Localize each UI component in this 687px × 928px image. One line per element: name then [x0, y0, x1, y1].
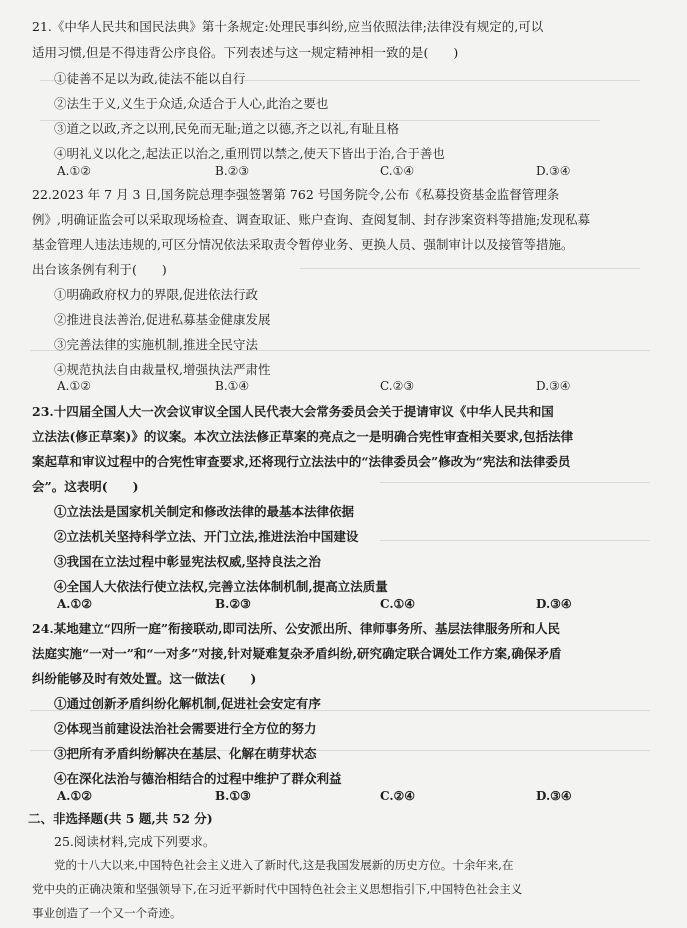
statement: ①通过创新矛盾纠纷化解机制,促进社会安定有序: [54, 696, 321, 711]
question-stem-line: 出台该条例有利于( ): [32, 262, 167, 277]
statement: ②推进良法善治,促进私募基金健康发展: [54, 312, 271, 327]
choice-d: D.③④: [536, 597, 572, 611]
bleed-through-line: [380, 482, 650, 483]
choice-b: B.①③: [215, 789, 251, 803]
question-stem-line: 会”。这表明( ): [32, 479, 139, 494]
material-line: 事业创造了一个又一个奇迹。: [32, 906, 182, 920]
choice-a: A.①②: [57, 379, 91, 393]
statement: ③完善法律的实施机制,推进全民守法: [54, 337, 258, 352]
statement: ④在深化法治与德治相结合的过程中维护了群众利益: [54, 771, 342, 786]
question-25-title: 25.阅读材料,完成下列要求。: [54, 834, 216, 849]
section-heading: 二、非选择题(共 5 题,共 52 分): [28, 811, 213, 826]
statement: ④规范执法自由裁量权,增强执法严肃性: [54, 362, 271, 377]
statement: ②立法机关坚持科学立法、开门立法,推进法治中国建设: [54, 529, 359, 544]
statement: ①立法法是国家机关制定和修改法律的最基本法律依据: [54, 504, 355, 519]
question-stem-line: 22.2023 年 7 月 3 日,国务院总理李强签署第 762 号国务院令,公布《私募投资基金监督管理条: [32, 187, 560, 202]
statement: ④全国人大依法行使立法权,完善立法体制机制,提高立法质量: [54, 579, 388, 594]
question-stem-line: 21.《中华人民共和国民法典》第十条规定:处理民事纠纷,应当依照法律;法律没有规定的,可以: [32, 19, 544, 34]
choice-a: A.①②: [57, 789, 93, 803]
choice-b: B.②③: [215, 597, 251, 611]
question-stem-line: 23.十四届全国人大一次会议审议全国人民代表大会常务委员会关于提请审议《中华人民共和国: [32, 404, 554, 419]
question-stem-line: 法庭实施“一对一”和“一对多”对接,针对疑难复杂矛盾纠纷,研究确定联合调处工作方案,确保矛盾: [32, 646, 562, 661]
statement: ①明确政府权力的界限,促进依法行政: [54, 287, 258, 302]
choice-d: D.③④: [536, 379, 571, 393]
statement: ②体现当前建设法治社会需要进行全方位的努力: [54, 721, 317, 736]
statement: ①徒善不足以为政,徒法不能以自行: [54, 71, 246, 86]
material-line: 党的十八大以来,中国特色社会主义进入了新时代,这是我国发展新的历史方位。十余年来,在: [54, 858, 514, 872]
question-stem-line: 纠纷能够及时有效处置。这一做法( ): [32, 671, 257, 686]
statement: ③道之以政,齐之以刑,民免而无耻;道之以德,齐之以礼,有耻且格: [54, 121, 400, 136]
question-stem-line: 案起草和审议过程中的合宪性审查要求,还将现行立法法中的“法律委员会”修改为“宪法和法律委员: [32, 454, 571, 469]
statement: ④明礼义以化之,起法正以治之,重刑罚以禁之,使天下皆出于治,合于善也: [54, 146, 445, 161]
choice-c: C.①④: [380, 597, 416, 611]
question-stem-line: 24.某地建立“四所一庭”衔接联动,即司法所、公安派出所、律师事务所、基层法律服务所和人民: [32, 621, 560, 636]
statement: ③把所有矛盾纠纷解决在基层、化解在萌芽状态: [54, 746, 317, 761]
statement: ③我国在立法过程中彰显宪法权威,坚持良法之治: [54, 554, 321, 569]
choice-a: A.①②: [57, 164, 91, 178]
choice-d: D.③④: [536, 789, 572, 803]
choice-a: A.①②: [57, 597, 93, 611]
material-line: 党中央的正确决策和坚强领导下,在习近平新时代中国特色社会主义思想指引下,中国特色社会主义: [32, 882, 523, 896]
question-stem-line: 立法法(修正草案)》的议案。本次立法法修正草案的亮点之一是明确合宪性审查相关要求,包括法律: [32, 429, 574, 444]
choice-b: B.①④: [215, 379, 250, 393]
bleed-through-line: [300, 268, 640, 269]
choice-c: C.①④: [380, 164, 415, 178]
bleed-through-line: [380, 540, 650, 541]
question-stem-line: 基金管理人违法违规的,可区分情况依法采取责令暂停业务、更换人员、强制审计以及接管等措施。: [32, 237, 574, 252]
choice-c: C.②③: [380, 379, 415, 393]
question-stem-line: 适用习惯,但是不得违背公序良俗。下列表述与这一规定精神相一致的是( ): [32, 45, 459, 60]
choice-b: B.②③: [215, 164, 250, 178]
statement: ②法生于义,义生于众适,众适合于人心,此治之要也: [54, 96, 329, 111]
question-stem-line: 例》,明确证监会可以采取现场检查、调查取证、账户查询、查阅复制、封存涉案资料等措施;发现私募: [32, 212, 591, 227]
choice-d: D.③④: [536, 164, 571, 178]
choice-c: C.②④: [380, 789, 416, 803]
